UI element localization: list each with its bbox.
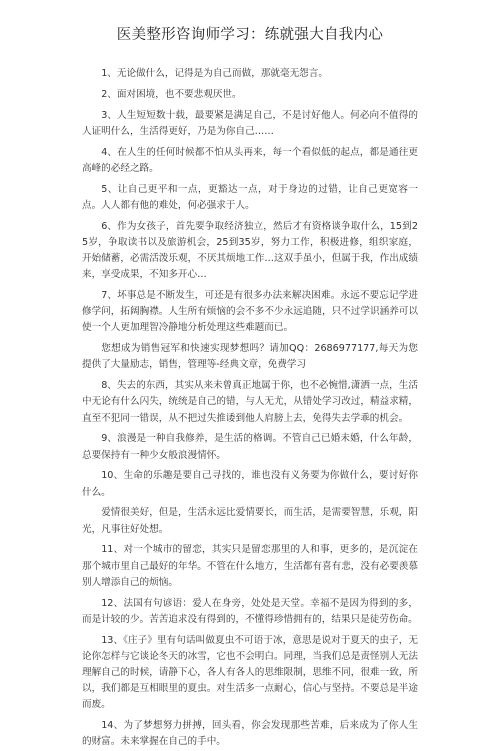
paragraph: 爱情很美好，但是，生活永远比爱情要长，而生活，是需要智慧，乐观，阳光，凡事往好处想。 [82,507,418,535]
paragraph: 8、失去的东西，其实从来未曾真正地属于你，也不必惋惜,潇洒一点，生活中无论有什么闪失，统统是自己的错，与人无尤，从错处学习改过，精益求精，直至不犯同一错误，从不把过失推诿到他人肩膀上去，免得失去学乖的机会。 [82,380,418,424]
paragraph: 1、无论做什么，记得是为自己而做，那就毫无怨言。 [101,68,328,79]
document-body [82,66,418,751]
paragraph: 12、法国有句谚语：爱人在身旁，处处是天堂。幸福不是因为得到的多，而是计较的少。苦苦追求没有得到的，不懂得珍惜拥有的，结果只是徒劳伤命。 [82,597,418,625]
paragraph: 9、浪漫是一种自我修养，是生活的格调。不管自己已婚未婚，什么年龄，总要保持有一种少女般浪漫情怀。 [82,433,418,461]
promo-paragraph: 您想成为销售冠军和快速实现梦想吗？请加QQ：2686977177,每天为您提供了大量励志，销售，管理等-经典文章，免费学习 [82,343,418,371]
paragraph: 2、面对困境，也不要悲观厌世。 [101,88,242,100]
paragraph: 5、让自己更平和一点，更豁达一点，对于身边的过错，让自己更宽容一点。人人都有他的难处，何必强求于人。 [82,183,418,211]
paragraph: 3、人生短短数十载，最要紧是满足自己，不是讨好他人。何必向不值得的人证明什么，生活得更好，乃是为你自己…… [82,109,418,137]
paragraph: 6、作为女孩子，首先要争取经济独立，然后才有资格谈争取什么，15到25岁，争取读书以及旅游机会，25到35岁，努力工作，积极进修，组织家庭，开始储蓄，必需活泼乐观，不厌其烦地工作…这双手虽小，但属于我，作出成绩来，享受成果，不知多开心… [82,220,418,281]
paragraph: 11、对一个城市的留恋，其实只是留恋那里的人和事，更多的，是沉淀在那个城市里自己最好的年华。不管在什么地方，生活都有喜有悲，没有必要羡慕别人增添自己的烦恼。 [82,544,418,588]
document-title: 医美整形咨询师学习：练就强大自我内心 [116,27,384,43]
paragraph: 13、《庄子》里有句话叫做夏虫不可语于冰，意思是说对于夏天的虫子，无论你怎样与它谈论冬天的冰雪，它也不会明白。同理，当我们总是责怪别人无法理解自己的时候，请静下心，各人有各人的思维限制，思维不同，很难一致，所以，我们都是互相眼里的夏虫。对生活多一点耐心，信心与坚持。不要总是半途而废。 [82,634,418,711]
paragraph: 14、为了梦想努力拼搏，回头看，你会发现那些苦难，后来成为了你人生的财富。未来掌握在自己的手中。 [82,720,418,748]
paragraph: 7、坏事总是不断发生，可还是有很多办法来解决困难。永远不要忘记学进修学问，拓阔胸襟。人生所有烦恼的会不多不少永远追随，只不过学识涵养可以使一个人更加理智冷静地分析处理这些难题而已。 [82,290,418,334]
paragraph: 4、在人生的任何时候都不怕从头再来，每一个看似低的起点，都是通往更高峰的必经之路。 [82,146,418,174]
paragraph: 10、生命的乐趣是要自己寻找的，谁也没有义务要为你做什么，要讨好你什么。 [82,470,418,498]
